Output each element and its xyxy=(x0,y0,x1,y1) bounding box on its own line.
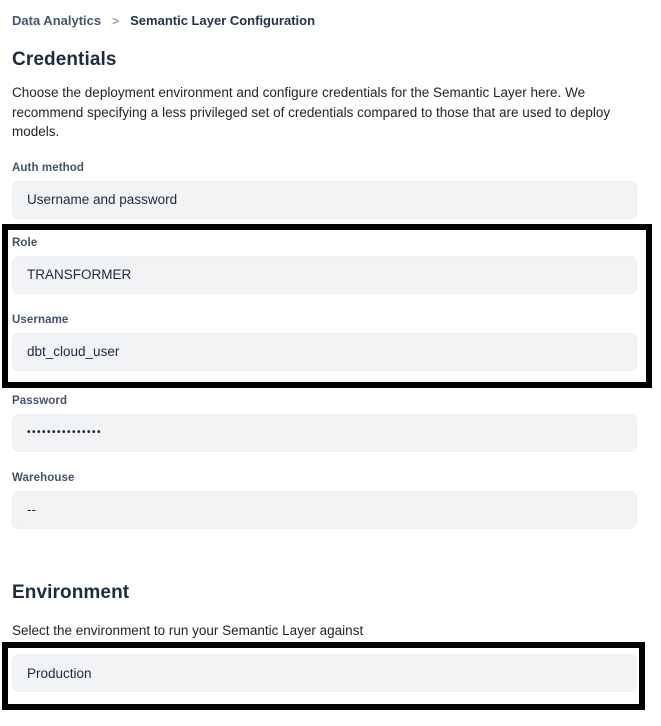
chevron-right-icon: > xyxy=(112,14,120,28)
password-input[interactable] xyxy=(12,414,637,452)
highlight-box-environment xyxy=(2,642,645,710)
credentials-heading: Credentials xyxy=(12,49,117,70)
role-label: Role xyxy=(12,236,38,249)
environment-input[interactable]: Production xyxy=(12,654,637,692)
username-field-group xyxy=(12,314,637,371)
warehouse-input[interactable]: -- xyxy=(12,491,637,529)
environment-heading: Environment xyxy=(12,581,130,603)
environment-description: Select the environment to run your Semantic Layer against xyxy=(12,622,364,638)
password-field-group xyxy=(12,395,637,452)
username-label: Username xyxy=(12,313,69,326)
credentials-description: Choose the deployment environment and configure credentials for the Semantic Layer here. We recommend specifying a less privileged set of credentials compared to those that are used to deploy models. xyxy=(12,85,611,139)
highlight-box-role-username xyxy=(2,224,652,388)
breadcrumb xyxy=(12,13,637,28)
auth-method-field-group xyxy=(12,162,637,219)
role-field-group xyxy=(12,237,637,294)
warehouse-field-group xyxy=(12,472,637,529)
auth-method-input[interactable]: Username and password xyxy=(12,181,637,219)
warehouse-label: Warehouse xyxy=(12,471,75,484)
password-label: Password xyxy=(12,394,68,407)
role-input[interactable]: TRANSFORMER xyxy=(12,256,637,294)
breadcrumb-item-data-analytics[interactable]: Data Analytics xyxy=(12,13,102,28)
breadcrumb-item-current: Semantic Layer Configuration xyxy=(130,13,316,28)
username-input[interactable]: dbt_cloud_user xyxy=(12,333,637,371)
auth-method-label: Auth method xyxy=(12,161,85,174)
password-masked-value: ••••••••••••••• xyxy=(27,427,103,438)
